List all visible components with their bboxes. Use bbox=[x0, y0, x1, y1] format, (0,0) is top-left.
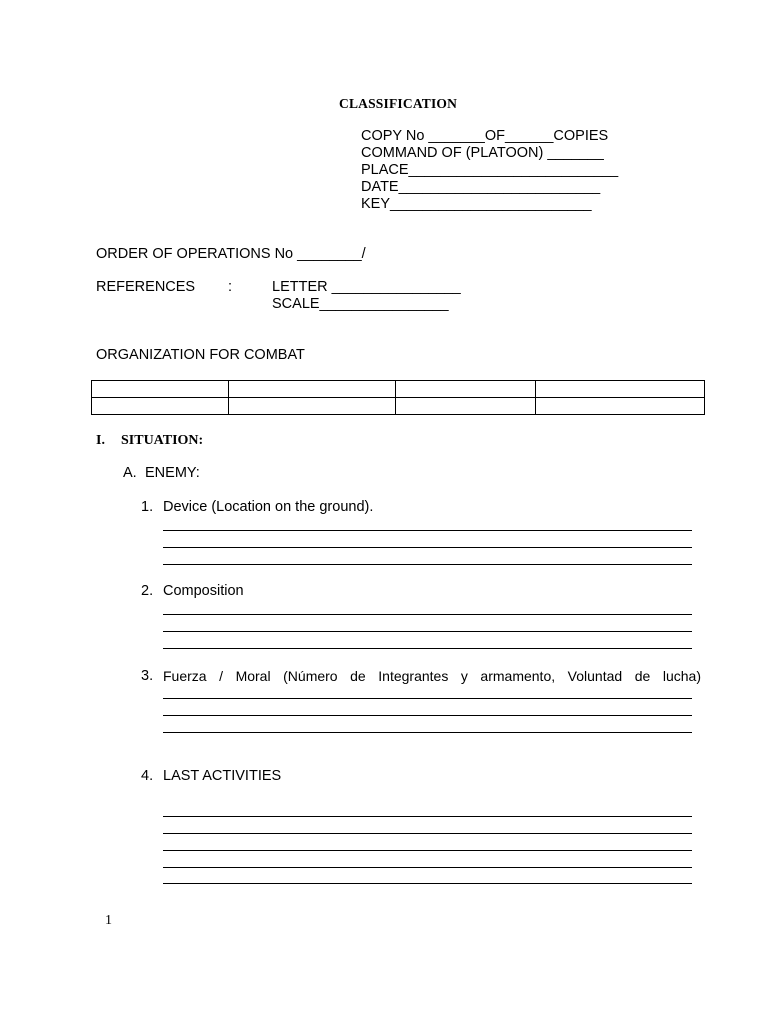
blank-line[interactable] bbox=[163, 547, 692, 548]
item-text: Fuerza / Moral (Número de Integrantes y armamento, Voluntad de lucha) bbox=[163, 668, 701, 684]
blank-line[interactable] bbox=[163, 648, 692, 649]
blank-line[interactable] bbox=[163, 732, 692, 733]
order-of-operations-line: ORDER OF OPERATIONS No ________/ bbox=[96, 246, 366, 262]
table-cell[interactable] bbox=[536, 398, 705, 415]
table-cell[interactable] bbox=[229, 398, 396, 415]
subsection-letter: A. bbox=[123, 465, 137, 481]
place-line: PLACE__________________________ bbox=[361, 162, 619, 178]
item-text: Composition bbox=[163, 583, 244, 599]
blank-line[interactable] bbox=[163, 614, 692, 615]
copy-number-line: COPY No _______OF______COPIES bbox=[361, 128, 609, 144]
table-cell[interactable] bbox=[396, 398, 536, 415]
blank-line[interactable] bbox=[163, 850, 692, 851]
table-cell[interactable] bbox=[229, 381, 396, 398]
list-item bbox=[141, 583, 701, 600]
blank-line[interactable] bbox=[163, 631, 692, 632]
item-number: 4. bbox=[141, 768, 154, 784]
blank-line[interactable] bbox=[163, 530, 692, 531]
blank-line[interactable] bbox=[163, 816, 692, 817]
list-item bbox=[141, 499, 701, 516]
organization-title: ORGANIZATION FOR COMBAT bbox=[96, 347, 305, 363]
table-cell[interactable] bbox=[92, 398, 229, 415]
blank-line[interactable] bbox=[163, 564, 692, 565]
key-line: KEY_________________________ bbox=[361, 196, 592, 212]
list-item bbox=[141, 668, 701, 685]
date-line: DATE_________________________ bbox=[361, 179, 601, 195]
blank-line[interactable] bbox=[163, 883, 692, 884]
table-cell[interactable] bbox=[396, 381, 536, 398]
command-line: COMMAND OF (PLATOON) _______ bbox=[361, 145, 604, 161]
section-number: I. bbox=[96, 433, 105, 448]
item-text: Device (Location on the ground). bbox=[163, 499, 374, 515]
list-item bbox=[141, 768, 701, 785]
blank-line[interactable] bbox=[163, 715, 692, 716]
item-number: 3. bbox=[141, 668, 154, 684]
item-number: 2. bbox=[141, 583, 154, 599]
table-cell[interactable] bbox=[92, 381, 229, 398]
references-label: REFERENCES bbox=[96, 279, 196, 295]
subsection-title: ENEMY: bbox=[145, 465, 200, 481]
scale-line: SCALE________________ bbox=[272, 296, 449, 312]
letter-line: LETTER ________________ bbox=[272, 279, 461, 295]
table-row bbox=[92, 398, 705, 415]
blank-line[interactable] bbox=[163, 867, 692, 868]
page-number: 1 bbox=[105, 913, 112, 928]
section-title: SITUATION: bbox=[121, 433, 204, 448]
item-text: LAST ACTIVITIES bbox=[163, 768, 282, 784]
organization-table bbox=[91, 380, 705, 415]
item-number: 1. bbox=[141, 499, 154, 515]
references-colon: : bbox=[228, 279, 233, 295]
table-row bbox=[92, 381, 705, 398]
table-cell[interactable] bbox=[536, 381, 705, 398]
blank-line[interactable] bbox=[163, 833, 692, 834]
blank-line[interactable] bbox=[163, 698, 692, 699]
classification-title: CLASSIFICATION bbox=[339, 96, 458, 111]
